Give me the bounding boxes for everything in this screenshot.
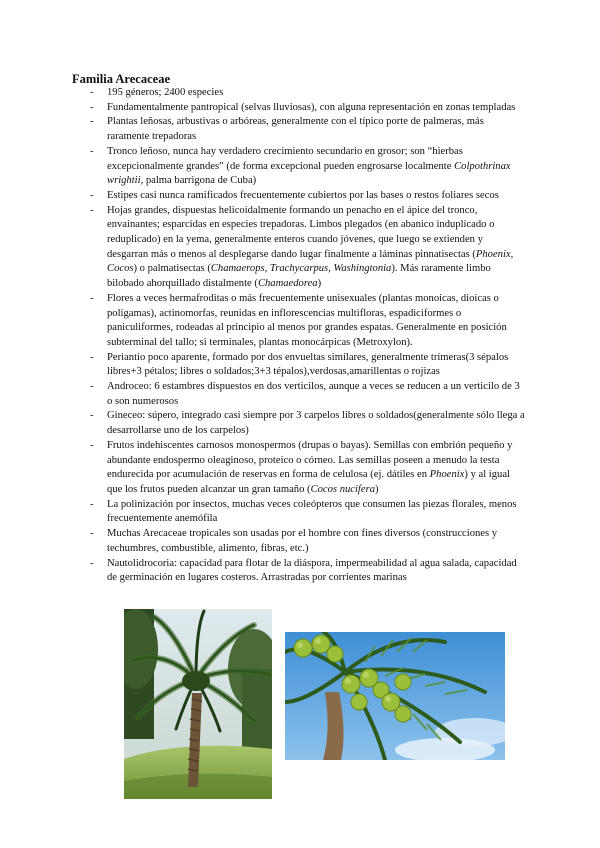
item-text: Nautolidrocoria: capacidad para flotar de la diáspora, impermeabilidad al agua salada, capacidad de germinación en lugares costeros. Arrastradas por corrientes marinas bbox=[107, 557, 517, 584]
list-item bbox=[0, 204, 600, 292]
list-item bbox=[0, 498, 600, 527]
bullet-marker: - bbox=[90, 528, 94, 540]
item-text: Plantas leñosas, arbustivas o arbóreas, generalmente con el típico porte de palmeras, más raramente trepadoras bbox=[107, 116, 484, 143]
list-item bbox=[0, 115, 600, 144]
italic-taxon: Chamaerops, Trachycarpus, Washingtonia bbox=[210, 263, 392, 275]
item-text: ) bbox=[375, 483, 379, 495]
list-item bbox=[0, 101, 600, 116]
item-text: Androceo: 6 estambres dispuestos en dos verticilos, aunque a veces se reducen a un verticilo de 3 o son numerosos bbox=[107, 381, 520, 407]
list-item bbox=[0, 351, 600, 380]
bullet-marker: - bbox=[90, 145, 94, 157]
list-item bbox=[0, 380, 600, 409]
italic-taxon: Phoenix bbox=[429, 469, 465, 481]
item-text: Frutos indehiscentes carnosos monospermos (drupas o bayas). Semillas con embrión pequeño y abundante endospermo oleaginoso, proteico o córneo. Las semillas poseen a menudo la testa endurecida por acumulación de reservas en forma de celulosa (ej. dátiles en bbox=[107, 439, 513, 481]
item-text: ) y al igual que los frutos pueden alcanzar un gran tamaño ( bbox=[107, 469, 510, 495]
item-text: Hojas grandes, dispuestas helicoidalmente formando un penacho en el ápice del tronco, envainantes; esparcidas en especies trepadoras. Limbos plegados (en abanico induplicado o reduplicado) en la yema, generalmente enteros cuando jóvenes, que luego se extienden y desgarran más o menos al desplegarse dando lugar finalmente a láminas pinnatisectas ( bbox=[107, 204, 495, 260]
bullet-marker: - bbox=[90, 557, 94, 569]
italic-taxon: Cocos nucifera bbox=[310, 483, 375, 495]
bullet-marker: - bbox=[90, 189, 94, 201]
list-item bbox=[0, 145, 600, 189]
italic-taxon: Chamaedorea bbox=[257, 278, 318, 290]
list-item bbox=[0, 409, 600, 438]
bullet-marker: - bbox=[90, 292, 94, 304]
italic-taxon: Colpothrinax wrightii bbox=[107, 160, 511, 187]
item-text: ). Más raramente limbo bilobado ahorquillado distalmente ( bbox=[107, 263, 491, 290]
item-text: Estipes casi nunca ramificados frecuentemente cubiertos por las bases o restos foliares secos bbox=[107, 189, 499, 201]
item-text: ) bbox=[317, 278, 322, 290]
bullet-marker: - bbox=[90, 87, 94, 98]
page-title: Familia Arecaceae bbox=[72, 72, 170, 86]
coconut-palm-photo bbox=[285, 632, 505, 760]
bullet-marker: - bbox=[90, 410, 94, 422]
list-item bbox=[0, 439, 600, 498]
characteristics-list bbox=[0, 86, 600, 586]
item-text: Periantio poco aparente, formado por dos envueltas similares, generalmente trímeras(3 sépalos libres+3 pétalos; libres o soldados;3+3 tépalos),verdosas,amarillentas o rojizas bbox=[107, 351, 509, 378]
bullet-marker: - bbox=[90, 381, 94, 393]
item-text: Muchas Arecaceae tropicales son usadas por el hombre con fines diversos (construcciones y techumbres, combustible, alimento, fibras, etc.) bbox=[107, 528, 498, 554]
item-text: La polinización por insectos, muchas veces coleópteros que consumen las piezas florales, menos frecuentemente anemófila bbox=[107, 498, 517, 525]
list-item bbox=[0, 557, 600, 586]
bullet-marker: - bbox=[90, 204, 94, 216]
item-text: Gineceo: súpero, integrado casi siempre por 3 carpelos libres o soldados(generalmente sólo llega a desarrollarse uno de los carpelos) bbox=[107, 410, 525, 437]
list-item bbox=[0, 86, 600, 101]
bullet-marker: - bbox=[90, 101, 94, 113]
item-text: 195 géneros; 2400 especies bbox=[107, 87, 224, 98]
italic-taxon: Phoenix, Cocos bbox=[107, 248, 514, 275]
bullet-marker: - bbox=[90, 351, 94, 363]
item-text: ) o palmatisectas ( bbox=[133, 263, 211, 275]
list-item bbox=[0, 527, 600, 556]
bullet-marker: - bbox=[90, 439, 94, 451]
item-text: Fundamentalmente pantropical (selvas lluviosas), con alguna representación en zonas templadas bbox=[107, 101, 516, 113]
item-text: , palma barrigona de Cuba) bbox=[140, 175, 257, 187]
item-text: Tronco leñoso, nunca hay verdadero crecimiento secundario en grosor; son “hierbas excepcionalmente grandes” (de forma excepcional pueden engrosarse localmente bbox=[107, 145, 463, 172]
bullet-marker: - bbox=[90, 116, 94, 128]
bullet-marker: - bbox=[90, 498, 94, 510]
date-palm-photo bbox=[124, 609, 272, 799]
list-item bbox=[0, 292, 600, 351]
list-item bbox=[0, 189, 600, 204]
item-text: Flores a veces hermafroditas o más frecuentemente unisexuales (plantas monoicas, dioicas o polígamas), actinomorfas, reunidas en inflorescencias multifloras, espadiciformes o paniculiformes, rodeadas al principio al menos por grandes espatas. Generalmente en posición subterminal del tallo; si terminales, plantas monocárpicas (Metroxylon). bbox=[107, 292, 507, 348]
